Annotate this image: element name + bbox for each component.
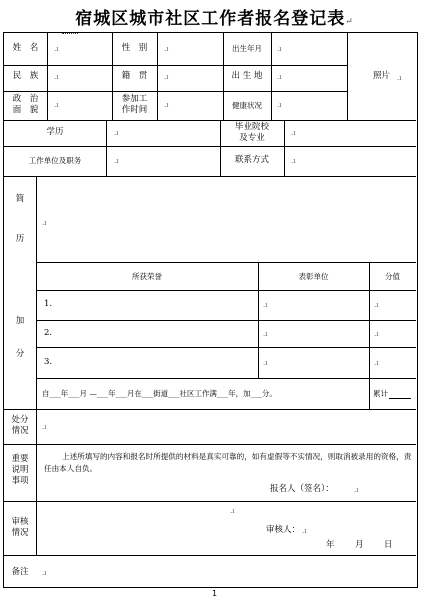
ethnicity-label: 民 族	[12, 71, 39, 81]
discipline-label-2: 情况	[11, 426, 29, 436]
gender-label: 性 别	[121, 43, 148, 53]
contact-label: 联系方式	[234, 155, 269, 165]
work-start-label-1: 参加工	[121, 94, 148, 104]
resume-label-1: 简	[15, 194, 25, 204]
review-date-year: 年	[326, 540, 335, 550]
bonus-row-3-score[interactable]: .ı	[374, 359, 379, 367]
education-value[interactable]: .ı	[114, 129, 119, 137]
health-label: 健康状况	[232, 101, 262, 110]
bonus-row-2-unit[interactable]: .ı	[263, 330, 268, 338]
review-label-2: 情况	[11, 528, 29, 538]
name-value[interactable]: .ı	[54, 45, 59, 53]
bonus-col-honor: 所获荣誉	[132, 272, 162, 281]
contact-value[interactable]: .ı	[291, 157, 296, 165]
native-place-value[interactable]: .ı	[164, 73, 169, 81]
work-start-label-2: 作时间	[121, 105, 148, 115]
bonus-label-1: 加	[15, 316, 25, 326]
political-label-1: 政 治	[12, 94, 39, 104]
school-label-1: 毕业院校	[234, 122, 269, 132]
bonus-row-2-score[interactable]: .ı	[374, 330, 379, 338]
bonus-row-3-unit[interactable]: .ı	[263, 359, 268, 367]
birth-value[interactable]: .ı	[277, 45, 282, 53]
employer-value[interactable]: .ı	[114, 157, 119, 165]
review-label-1: 审核	[11, 517, 29, 527]
discipline-content[interactable]: .ı	[42, 423, 47, 431]
birthplace-label: 出 生 地	[231, 71, 263, 81]
bonus-row-3[interactable]: 3.	[44, 357, 53, 367]
work-start-value[interactable]: .ı	[164, 101, 169, 109]
notes-label-1: 重要	[11, 454, 29, 464]
total-score-blank[interactable]	[389, 398, 411, 399]
review-content[interactable]: .ı	[230, 507, 235, 515]
health-value[interactable]: .ı	[277, 101, 282, 109]
ethnicity-value[interactable]: .ı	[54, 73, 59, 81]
bonus-row-2[interactable]: 2.	[44, 328, 53, 338]
school-value[interactable]: .ı	[291, 129, 296, 137]
school-label-2: 及专业	[239, 133, 265, 143]
applicant-signature-field[interactable]: .ı	[354, 486, 359, 494]
bonus-col-score: 分值	[385, 272, 400, 281]
photo-label: 照片	[372, 71, 390, 81]
education-label: 学历	[46, 127, 64, 137]
notes-label-2: 说明	[11, 465, 29, 475]
reviewer-field[interactable]: .ı	[302, 527, 307, 535]
photo-box[interactable]: .ı	[397, 74, 402, 82]
declaration-text: 上述所填写的内容和报名时所提供的材料是真实可靠的，如有虚假等不实情况，则取消被录用的资格，责任由本人自负。	[44, 452, 412, 473]
bonus-row-1-score[interactable]: .ı	[374, 301, 379, 309]
birthplace-value[interactable]: .ı	[277, 73, 282, 81]
form-title: 宿城区城市社区工作者报名登记表↵	[0, 4, 429, 29]
native-place-label: 籍 贯	[121, 71, 148, 81]
bonus-row-1-unit[interactable]: .ı	[263, 301, 268, 309]
page-number: 1	[211, 589, 218, 598]
birth-label: 出生年月	[232, 44, 262, 53]
notes-label-3: 事项	[11, 476, 29, 486]
bonus-col-unit: 表彰单位	[298, 272, 329, 281]
review-date-day: 日	[384, 540, 393, 550]
employer-label: 工作单位及职务	[28, 156, 82, 165]
resume-content[interactable]: .ı	[42, 219, 47, 227]
remarks-content[interactable]: .ı	[42, 569, 47, 577]
bonus-row-1[interactable]: 1.	[44, 299, 53, 309]
service-years-line[interactable]: 自___年___月 —___年___月在___街道___社区工作满___年，加___分。	[42, 389, 277, 398]
political-label-2: 面 貌	[12, 105, 39, 115]
name-label: 姓 名	[12, 43, 39, 53]
political-value[interactable]: .ı	[54, 101, 59, 109]
review-date-month: 月	[355, 540, 364, 550]
remarks-label: 备注	[11, 567, 29, 577]
registration-form	[3, 32, 418, 588]
discipline-label-1: 处分	[11, 415, 29, 425]
gender-value[interactable]: .ı	[164, 45, 169, 53]
total-score-label: 累计	[373, 389, 388, 398]
applicant-signature-label: 报名人（签名）：	[270, 484, 334, 494]
reviewer-label: 审核人：	[266, 525, 301, 535]
resume-label-2: 历	[15, 234, 25, 244]
bonus-label-2: 分	[15, 349, 25, 359]
